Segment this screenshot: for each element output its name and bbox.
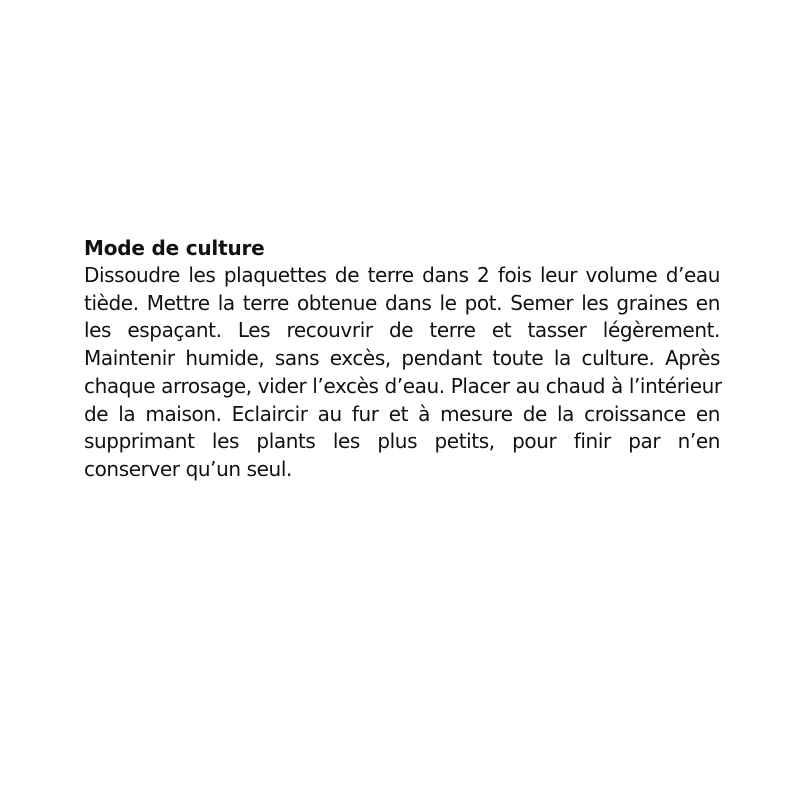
instructions-paragraph: [84, 262, 720, 484]
section-title: Mode de culture: [84, 236, 265, 260]
paragraph-line-3: les espaçant. Les recouvrir de terre et tasser légèrement.: [84, 318, 720, 343]
paragraph-line-4: Maintenir humide, sans excès, pendant toute la culture. Après: [84, 346, 720, 371]
paragraph-line-5: chaque arrosage, vider l’excès d’eau. Placer au chaud à l’intérieur: [84, 373, 722, 398]
paragraph-line-6: de la maison. Eclaircir au fur et à mesure de la croissance en: [84, 401, 720, 426]
document-block: [84, 234, 720, 484]
paragraph-line-2: tiède. Mettre la terre obtenue dans le pot. Semer les graines en: [84, 290, 720, 315]
paragraph-line-8: conserver qu’un seul.: [84, 456, 292, 481]
paragraph-line-7: supprimant les plants les plus petits, pour finir par n’en: [84, 429, 720, 454]
paragraph-line-1: Dissoudre les plaquettes de terre dans 2 fois leur volume d’eau: [84, 263, 720, 287]
